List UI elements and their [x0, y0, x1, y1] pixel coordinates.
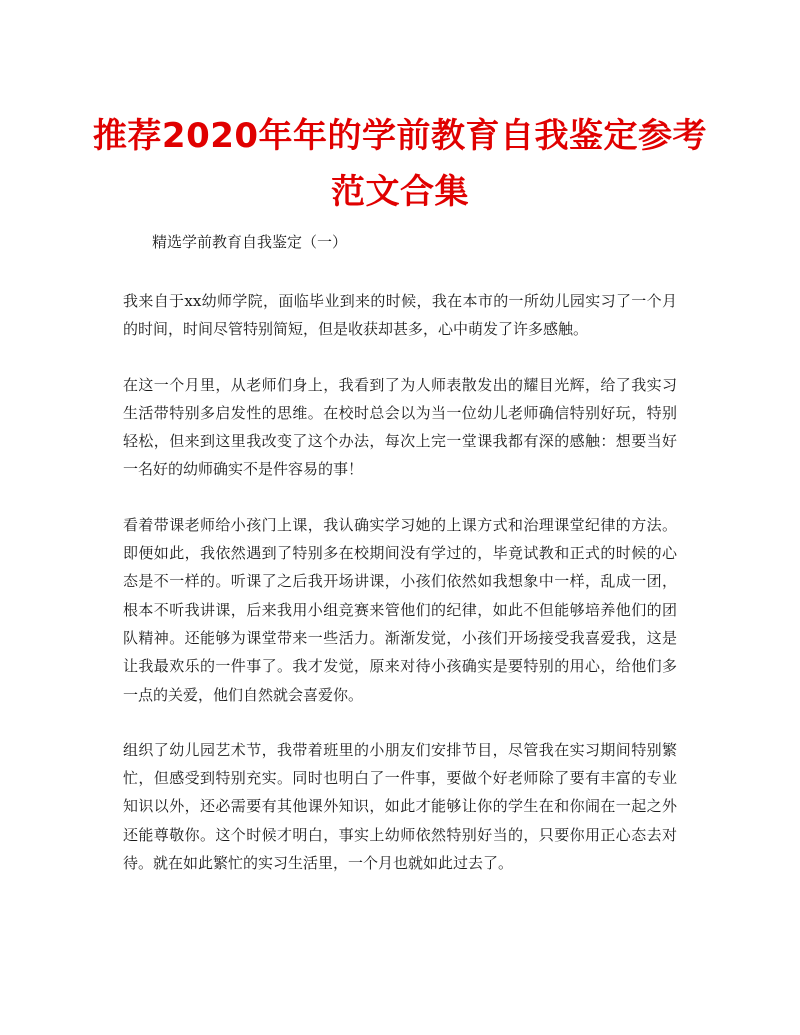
page-title: 推荐2020年年的学前教育自我鉴定参考范文合集: [92, 116, 708, 212]
section-subtitle: 精选学前教育自我鉴定（一）: [152, 233, 348, 251]
paragraph-3: 看着带课老师给小孩门上课，我认确实学习她的上课方式和治理课堂纪律的方法。即便如此，我依然遇到了特别多在校期间没有学过的，毕竟试教和正式的时候的心态是不一样的。听课了之后我开场讲课，小孩们依然如我想象中一样，乱成一团，根本不听我讲课，后来我用小组竞赛来管他们的纪律，如此不但能够培养他们的团队精神。还能够为课堂带来一些活力。渐渐发觉，小孩们开场接受我喜爱我，这是让我最欢乐的一件事了。我才发觉，原来对待小孩确实是要特别的用心，给他们多一点的关爱，他们自然就会喜爱你。: [123, 515, 677, 704]
document-body: [123, 287, 677, 904]
paragraph-1: 我来自于xx幼师学院，面临毕业到来的时候，我在本市的一所幼儿园实习了一个月的时间，时间尽管特别简短，但是收获却甚多，心中萌发了许多感触。: [123, 292, 677, 339]
paragraph-4: 组织了幼儿园艺术节，我带着班里的小朋友们安排节目，尽管我在实习期间特别繁忙，但感受到特别充实。同时也明白了一件事，要做个好老师除了要有丰富的专业知识以外，还必需要有其他课外知识，如此才能够让你的学生在和你闹在一起之外还能尊敬你。这个时候才明白，事实上幼师依然特别好当的，只要你用正心态去对待。就在如此繁忙的实习生活里，一个月也就如此过去了。: [123, 740, 677, 873]
paragraph-2: 在这一个月里，从老师们身上，我看到了为人师表散发出的耀目光辉，给了我实习生活带特别多启发性的思维。在校时总会以为当一位幼儿老师确信特别好玩，特别轻松，但来到这里我改变了这个办法，每次上完一堂课我都有深的感触：想要当好一名好的幼师确实不是件容易的事！: [123, 375, 677, 479]
